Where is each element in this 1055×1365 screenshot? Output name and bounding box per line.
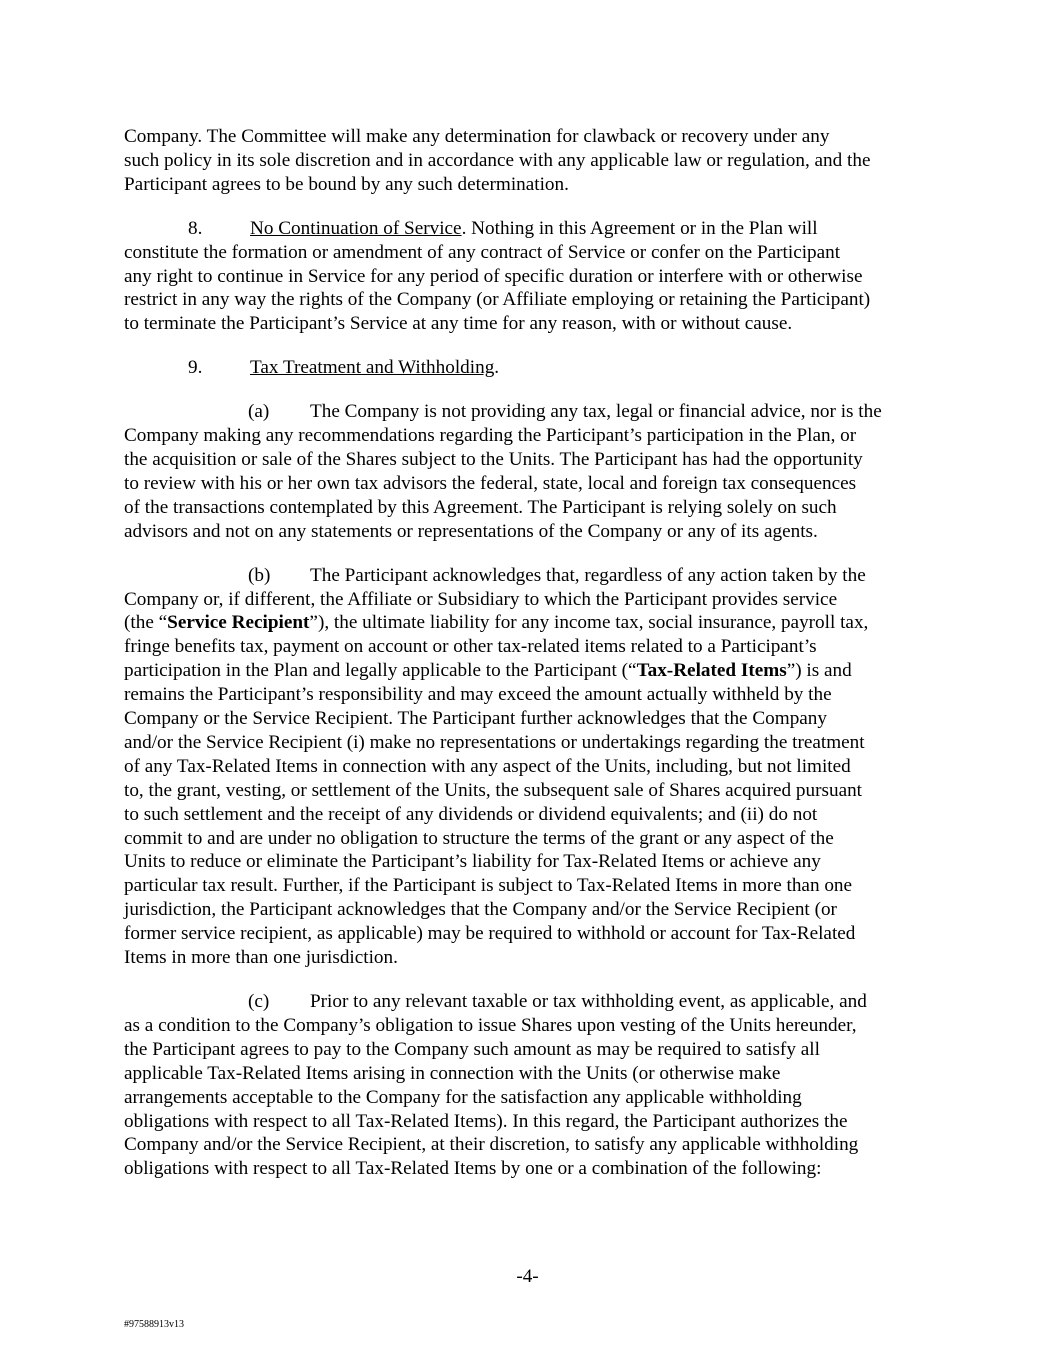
section-8-heading: No Continuation of Service bbox=[250, 217, 462, 239]
subsection-a-text: The Company is not providing any tax, legal or financial advice, nor is the Company making any recommendations regarding the Participant’s participation in the Plan, or the acquisition or sale of the Shares subject to the Units. The Participant has had the opportunity to review with his or her own tax advisors the federal, state, local and foreign tax consequences of the transactions contemplated by this Agreement. The Participant is relying solely on such advisors and not on any statements or representations of the Company or any of its agents. bbox=[124, 401, 882, 542]
subsection-b-text-2: ”), the ultimate liability for any income tax, social insurance, payroll tax, fringe benefits tax, payment on account or other tax-related items related to a Participant’s participation in the Plan and legally applicable to the Participant (“ bbox=[124, 612, 869, 682]
section-8-text: . Nothing in this Agreement or in the Plan will constitute the formation or amendment of any contract of Service or confer on the Participant any right to continue in Service for any period of specific duration or interfere with or otherwise restrict in any way the rights of the Company (or Affiliate employing or retaining the Participant) to terminate the Participant’s Service at any time for any reason, with or without cause. bbox=[124, 217, 871, 335]
section-8-number: 8. bbox=[188, 217, 203, 239]
subsection-a-label: (a) bbox=[248, 401, 270, 423]
subsection-b-paragraph bbox=[124, 564, 936, 970]
section-9-paragraph bbox=[124, 356, 936, 380]
defined-term-service-recipient: Service Recipient bbox=[167, 612, 310, 634]
page-number: -4- bbox=[516, 1266, 539, 1287]
subsection-c-label: (c) bbox=[248, 991, 270, 1012]
subsection-b-text-1: The Participant acknowledges that, regardless of any action taken by the Company or, if different, the Affiliate or Subsidiary to which the Participant provides service (the “ bbox=[124, 564, 866, 634]
section-8-paragraph bbox=[124, 217, 936, 337]
section-9-heading-end: . bbox=[494, 357, 500, 379]
intro-text: Company. The Committee will make any determination for clawback or recovery under any such policy in its sole discretion and in accordance with any applicable law or regulation, and the Participant agrees to be bound by any such determination. bbox=[124, 126, 871, 195]
intro-paragraph bbox=[124, 125, 936, 197]
subsection-b-label: (b) bbox=[248, 564, 271, 586]
subsection-b-text-3: ”) is and remains the Participant’s responsibility and may exceed the amount actually withheld by the Company or the Service Recipient. The Participant further acknowledges that the Company and/or the Service Recipient (i) make no representations or undertakings regarding the treatment of any Tax-Related Items in connection with any aspect of the Units, including, but not limited to, the grant, vesting, or settlement of the Units, the subsequent sale of Shares acquired pursuant to such settlement and the receipt of any dividends or dividend equivalents; and (ii) do not commit to and are under no obligation to structure the terms of the grant or any aspect of the Units to reduce or eliminate the Participant’s liability for Tax-Related Items or achieve any particular tax result. Further, if the Participant is subject to Tax-Related Items in more than one jurisdiction, the Participant acknowledges that the Company and/or the Service Recipient (or former service recipient, as applicable) may be required to withhold or account for Tax-Related Items in more than one jurisdiction. bbox=[124, 660, 865, 969]
document-id: #97588913v13 bbox=[124, 1319, 184, 1330]
defined-term-tax-related-items: Tax-Related Items bbox=[636, 660, 787, 682]
document-body bbox=[124, 125, 936, 1201]
subsection-c-text: Prior to any relevant taxable or tax withholding event, as applicable, and as a condition to the Company’s obligation to issue Shares upon vesting of the Units hereunder, the Participant agrees to pay to the Company such amount as may be required to satisfy all applicable Tax-Related Items arising in connection with the Units (or otherwise make arrangements acceptable to the Company for the satisfaction any applicable withholding obligations with respect to all Tax-Related Items). In this regard, the Participant authorizes the Company and/or the Service Recipient, at their discretion, to satisfy any applicable withholding obligations with respect to all Tax-Related Items by one or a combination of the following: bbox=[124, 991, 867, 1180]
subsection-c-paragraph bbox=[124, 990, 936, 1181]
section-9-number: 9. bbox=[188, 357, 203, 379]
section-9-heading: Tax Treatment and Withholding bbox=[250, 357, 495, 379]
subsection-a-paragraph bbox=[124, 400, 936, 543]
